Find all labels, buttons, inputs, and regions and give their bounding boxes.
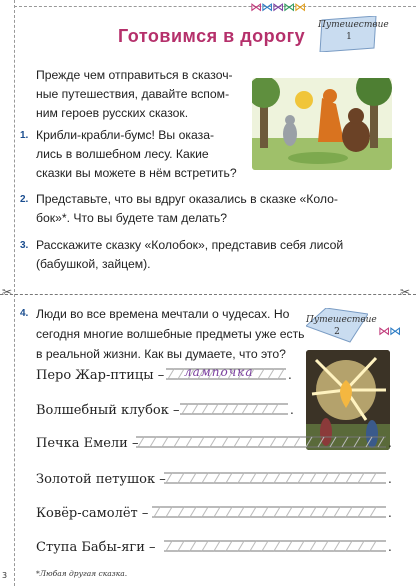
question-number-2: 2. xyxy=(20,194,29,205)
page-title: Готовимся в дорогу xyxy=(118,26,306,46)
badge-number: 2 xyxy=(334,327,340,337)
fairy-tale-forest-illustration xyxy=(252,78,392,170)
answer-handwriting-1: лампочка xyxy=(184,365,254,379)
badge-label: Путешествие xyxy=(318,20,389,30)
bows-decoration-middle: ⋈⋈ xyxy=(378,324,400,338)
answer-period-1: . xyxy=(288,368,292,382)
bows-decoration-top: ⋈⋈⋈⋈⋈ xyxy=(250,0,305,14)
answer-writing-lines-2[interactable] xyxy=(180,403,288,415)
scissors-icon-right: ✂ xyxy=(400,285,411,299)
answer-writing-lines-4[interactable] xyxy=(164,472,386,484)
answer-writing-lines-6[interactable] xyxy=(164,540,386,552)
answer-row-label-5: Ковёр-самолёт – xyxy=(36,506,149,521)
question-4-text: Люди во все времена мечтали о чудесах. Но сегодня многие волшебные предметы уже есть в реальной жизни. Как вы думаете, что это? xyxy=(36,307,305,361)
badge-label: Путешествие xyxy=(306,315,377,325)
middle-cut-line xyxy=(0,294,416,295)
journey-badge-2 xyxy=(306,308,377,344)
question-number-3: 3. xyxy=(20,240,29,251)
margin-line xyxy=(14,0,15,586)
answer-row-label-2: Волшебный клубок – xyxy=(36,403,180,418)
answer-row-label-1: Перо Жар-птицы – xyxy=(36,368,165,383)
answer-period-2: . xyxy=(290,403,294,417)
answer-writing-lines-3[interactable] xyxy=(136,436,386,448)
scissors-icon-left: ✂ xyxy=(2,285,13,299)
badge-number: 1 xyxy=(346,32,352,42)
top-cut-line xyxy=(14,6,416,7)
answer-writing-lines-5[interactable] xyxy=(152,506,386,518)
firebird-illustration xyxy=(306,350,390,450)
page-number: 3 xyxy=(2,571,8,580)
question-2-text: Представьте, что вы вдруг оказались в сказке «Коло- бок»*. Что вы будете там делать? xyxy=(36,192,338,225)
answer-period-4: . xyxy=(388,472,392,486)
answer-period-3: . xyxy=(388,436,392,450)
answer-row-label-4: Золотой петушок – xyxy=(36,472,166,487)
question-3-text: Расскажите сказку «Колобок», представив себя лисой (бабушкой, зайцем). xyxy=(36,238,344,271)
answer-row-label-3: Печка Емели – xyxy=(36,436,139,451)
badge-shape-icon xyxy=(306,308,377,344)
answer-period-5: . xyxy=(388,506,392,520)
question-1-text: Крибли-крабли-бумс! Вы оказа- лись в волшебном лесу. Какие сказки вы можете в нём встретить? xyxy=(36,128,237,180)
footnote: *Любая другая сказка. xyxy=(36,569,128,578)
answer-period-6: . xyxy=(388,540,392,554)
answer-row-label-6: Ступа Бабы-яги – xyxy=(36,540,156,555)
intro-text: Прежде чем отправиться в сказоч- ные путешествия, давайте вспом- ним героев русских сказок. xyxy=(36,68,233,120)
question-number-4: 4. xyxy=(20,308,29,319)
journey-badge-1 xyxy=(318,16,389,52)
question-number-1: 1. xyxy=(20,130,29,141)
